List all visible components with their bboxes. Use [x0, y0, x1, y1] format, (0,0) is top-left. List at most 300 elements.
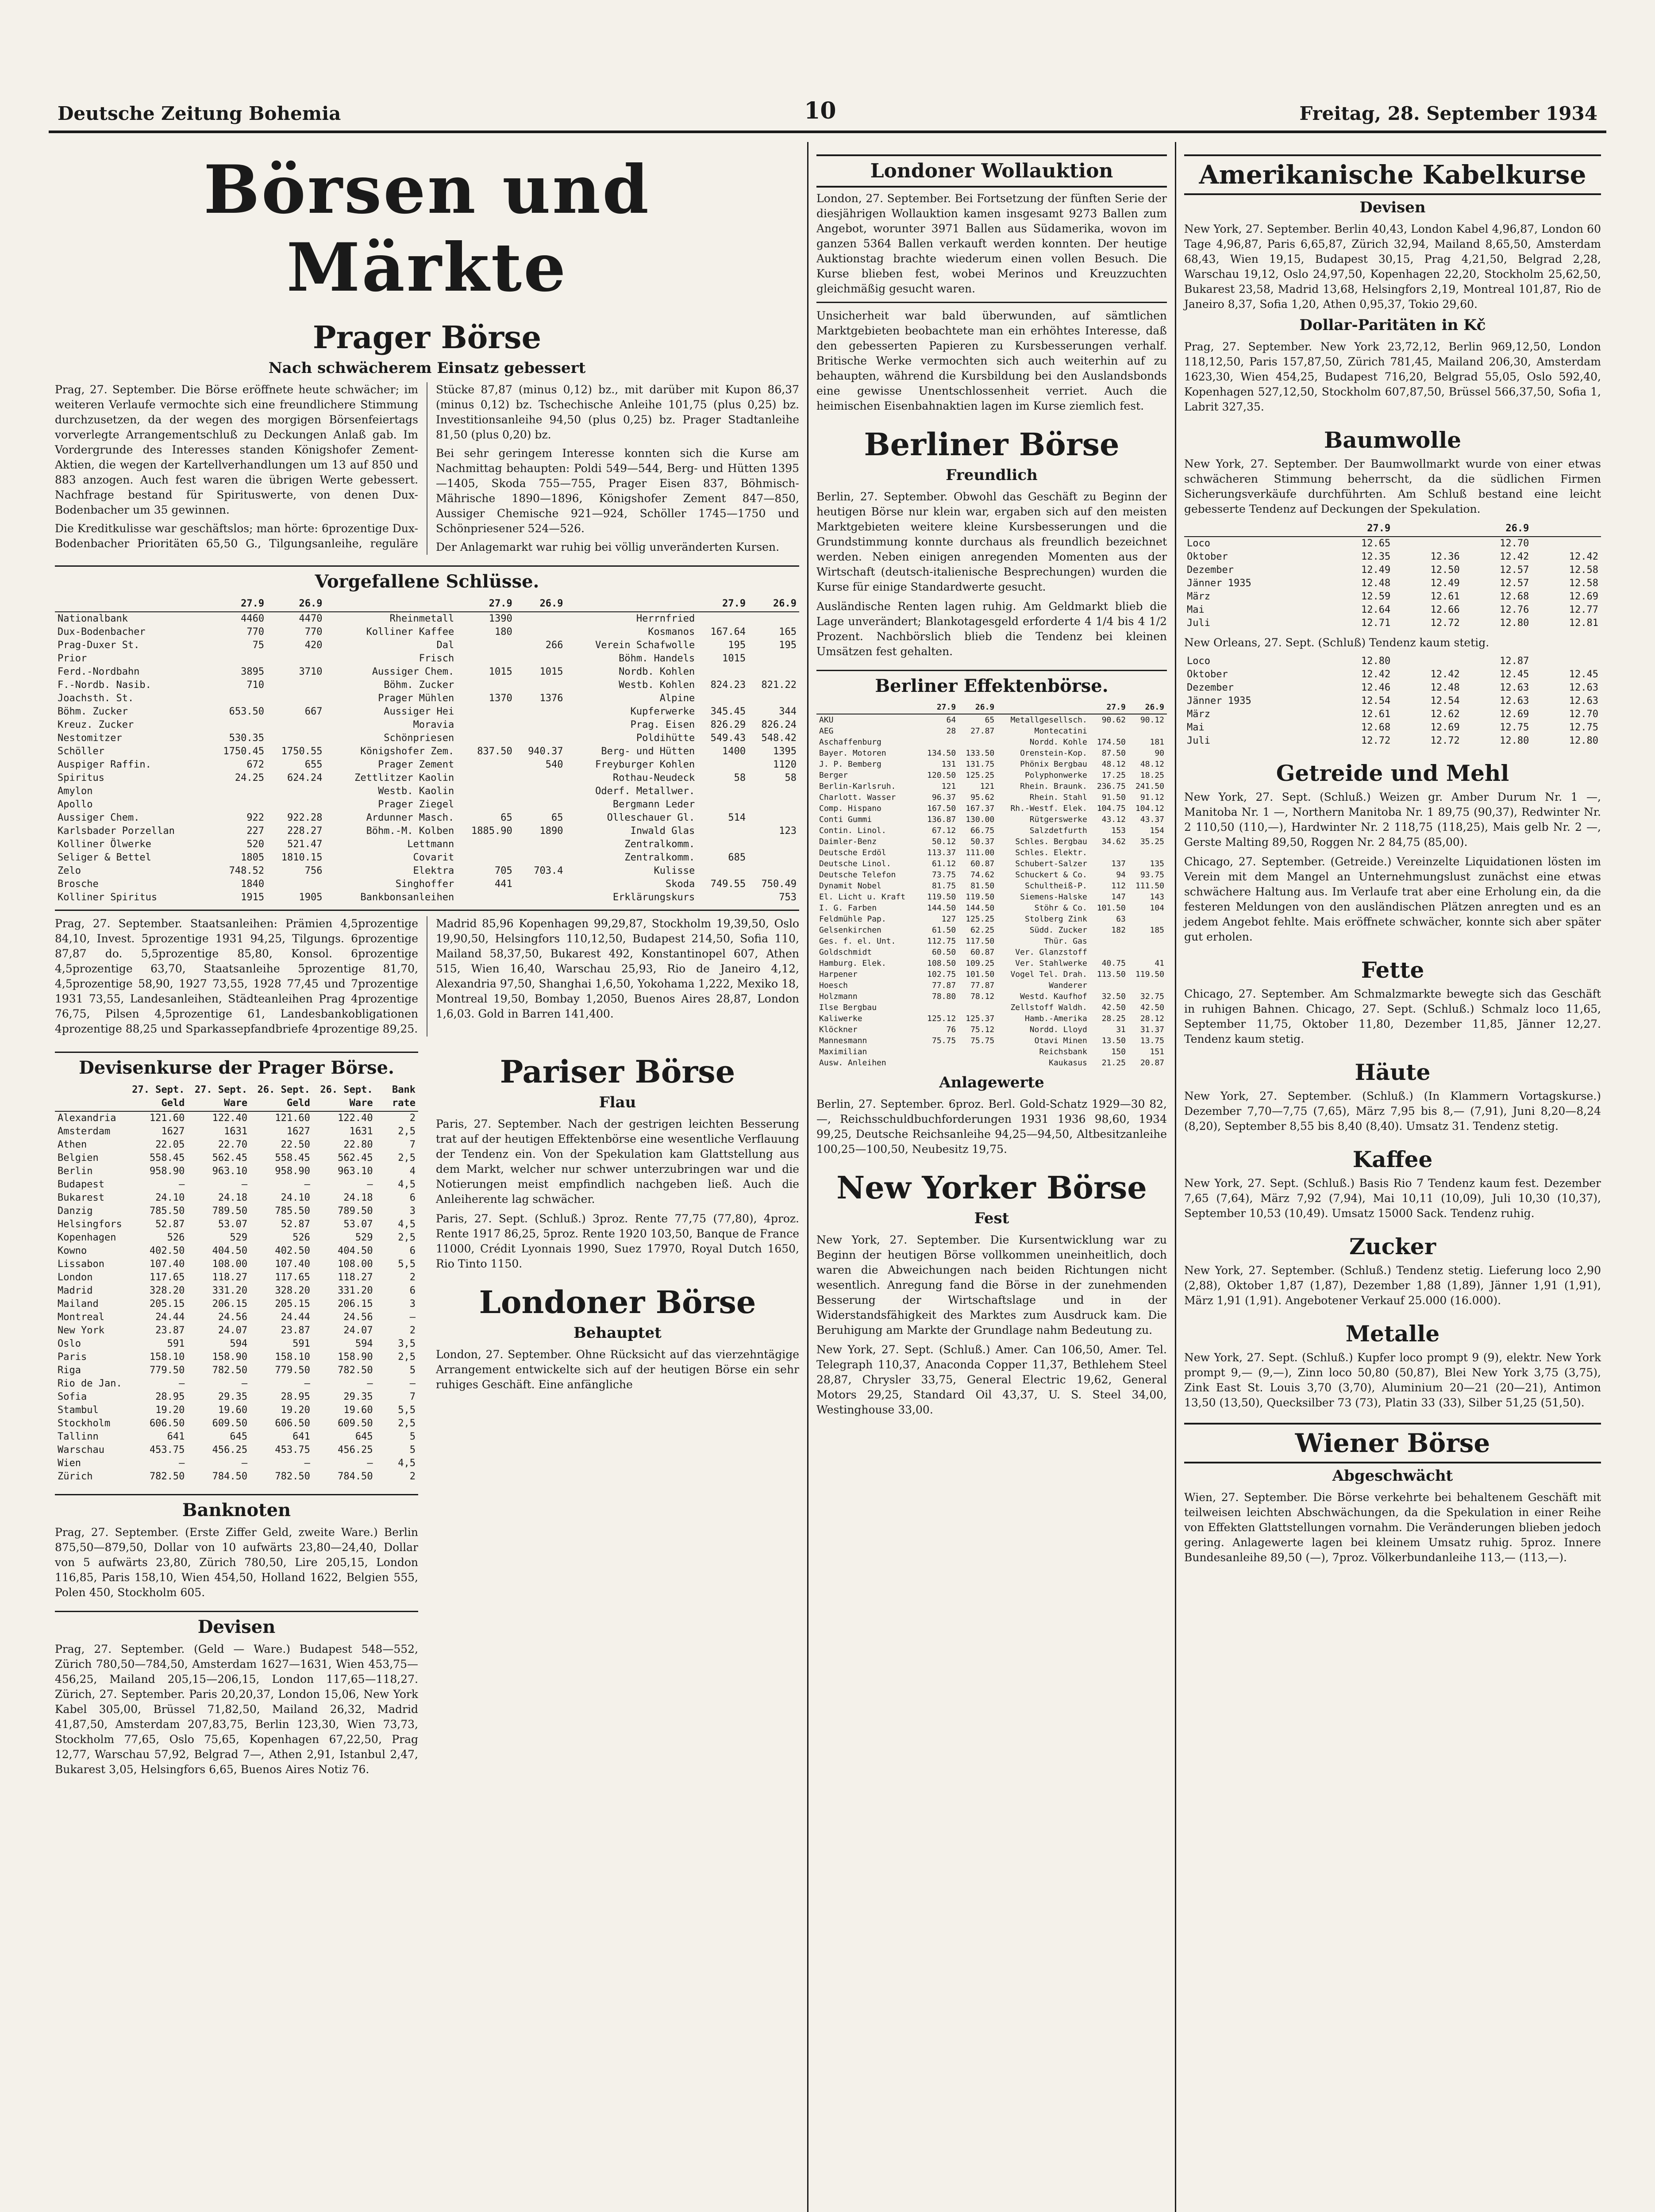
effekten-cell: Hamburg. Elek. — [819, 959, 886, 968]
devisenkurse-cell: 24.56 — [343, 1312, 373, 1323]
effekten-row — [816, 1002, 1167, 1013]
effekten-cell: Ilse Bergbau — [819, 1003, 877, 1012]
schluesse-cell — [697, 891, 748, 904]
devisenkurse-cell: 205.15 — [275, 1298, 310, 1310]
devisenkurse-cell: 782.50 — [212, 1365, 248, 1376]
devisenkurse-cell: Belgien — [58, 1152, 99, 1164]
schluesse-cell: 1750.55 — [281, 746, 323, 757]
paragraph: Bei sehr geringem Interesse konnten sich die Kurse am Nachmittag behaupten: Poldi 549—544, Berg- und Hütten 1395—1405, Skoda 755—755, Prager Eisen 837, Böhmisch-Mährische 1890—1896, Königshofer Zement 847—850, Aussiger Chemische 921—924, Schöller 1745—1750 und Schönpriesener 524—526. — [436, 447, 799, 535]
schluesse-cell — [515, 838, 566, 851]
new-orleans-row — [1184, 721, 1601, 734]
schluesse-cell: 514 — [728, 812, 746, 823]
schluesse-header — [55, 596, 209, 612]
schluesse-cell: Kolliner Kaffee — [366, 626, 454, 637]
schluesse-cell: 3895 — [241, 666, 265, 677]
effekten-cell: 144.50 — [927, 903, 956, 913]
schluesse-title: Vorgefallene Schlüsse. — [55, 565, 799, 592]
effekten-cell: Rhein. Braunk. — [1020, 782, 1087, 791]
effekten-cell: 101.50 — [1097, 903, 1126, 913]
devisenkurse-cell: 122.40 — [212, 1113, 248, 1124]
devisenkurse-cell: 24.10 — [281, 1192, 310, 1203]
schluesse-cell — [267, 732, 325, 745]
baumwolle-cell: 12.49 — [1361, 565, 1391, 576]
schluesse-cell — [267, 692, 325, 705]
schluesse-cell: 266 — [545, 640, 563, 651]
devisenkurse-cell: Helsingfors — [58, 1219, 122, 1230]
effekten-cell: Contin. Linol. — [819, 826, 886, 835]
schluesse-cell: Nestomitzer — [58, 733, 122, 744]
devisenkurse-cell: 52.87 — [281, 1219, 310, 1230]
devisenkurse-cell: 404.50 — [212, 1245, 248, 1256]
effekten-cell: Berlin-Karlsruh. — [819, 782, 896, 791]
effekten-cell: Daimler-Benz — [819, 837, 877, 846]
effekten-row — [816, 958, 1167, 969]
baumwolle-cell — [1393, 537, 1463, 550]
schluesse-cell: Prior — [58, 653, 87, 664]
effekten-cell: Deutsche Linol. — [819, 859, 891, 868]
effekten-cell: 50.37 — [970, 837, 995, 846]
effekten-cell: Schles. Bergbau — [1015, 837, 1087, 846]
effekten-cell: 94 — [1116, 870, 1126, 879]
effekten-row — [816, 759, 1167, 770]
effekten-cell: Ausw. Anleihen — [819, 1058, 886, 1068]
baumwolle-cell: 12.36 — [1430, 551, 1460, 562]
schluesse-cell: 1805 — [241, 852, 265, 863]
divider — [55, 910, 799, 911]
effekten-cell: El. Licht u. Kraft — [819, 892, 906, 902]
paragraph: Prag, 27. September. Die Börse eröffnete heute schwächer; im weiteren Verlaufe vermochte sich eine freundlichere Stimmung durchzusetzen, da der wegen des morgigen Börsenfeiertags vorverlegte Arrangementschluß zu Deckungen Anlaß gab. Im Vordergrunde des Interesses standen Königshofer Zement-Aktien, die wegen der Kartellverhandlungen um 13 auf 850 und 883 anzogen. Auch fest waren die übrigen Werte gebessert. Nachfrage bestand für Spirituswerte, von denen Dux-Bodenbacher um 35 gewinnen. — [55, 383, 418, 516]
effekten-cell — [1128, 947, 1167, 958]
devisenkurse-cell: — — [304, 1458, 310, 1469]
baumwolle-cell: Juli — [1187, 618, 1210, 629]
new-orleans-row — [1184, 681, 1601, 695]
devisenkurse-cell: 3 — [409, 1206, 416, 1217]
new-orleans-row — [1184, 655, 1601, 668]
effekten-cell: 119.50 — [966, 892, 995, 902]
effekten-cell — [1090, 980, 1128, 991]
new-yorker-boerse-text-2: New York, 27. Sept. (Schluß.) Amer. Can 106,50, Amer. Tel. Telegraph 110,37, Anaconda Copper 11,37, Bethlehem Steel 28,87, Chrysler 33,75, General Electric 19,62, General Motors 29,25, Standard Oil 43,37, U. S. Steel 34,00, Westinghouse 33,00. — [816, 1343, 1167, 1416]
effekten-cell: 17.25 — [1101, 771, 1126, 780]
effekten-cell — [1128, 980, 1167, 991]
effekten-header: 27.9 — [1090, 701, 1128, 714]
effekten-cell: 61.12 — [931, 859, 956, 868]
schluesse-cell — [209, 692, 267, 705]
effekten-cell: Gelsenkirchen — [819, 926, 881, 935]
baumwolle-title: Baumwolle — [1324, 427, 1462, 453]
schluesse-cell: Prager Zement — [378, 759, 454, 770]
effekten-row — [816, 991, 1167, 1002]
effekten-cell: Deutsche Telefon — [819, 870, 896, 879]
devisenkurse-cell: 456.25 — [212, 1444, 248, 1455]
effekten-cell — [1090, 947, 1128, 958]
effekten-cell: 131.75 — [966, 760, 995, 769]
devisenkurse-cell: Budapest — [58, 1179, 104, 1190]
effekten-cell: Ver. Glanzstoff — [1015, 948, 1087, 957]
schluesse-cell — [515, 718, 566, 732]
schluesse-row — [55, 851, 799, 864]
effekten-cell: 90.62 — [1101, 715, 1126, 725]
new-orleans-cell: 12.48 — [1430, 682, 1460, 693]
baumwolle-cell: Loco — [1187, 538, 1210, 549]
devisenkurse-cell: Tallinn — [58, 1431, 99, 1442]
devisenkurse-cell: 558.45 — [275, 1152, 310, 1164]
devisenkurse-cell: Kopenhagen — [58, 1232, 116, 1243]
devisenkurse-cell: 2,5 — [398, 1232, 416, 1243]
schluesse-cell: 549.43 — [710, 733, 746, 744]
metalle-text: New York, 27. Sept. (Schluß.) Kupfer loco prompt 9 (9), elektr. New York prompt 9,— (9,—), Zinn loco 50,80 (50,87), Blei New York 3,75 (3,75), Zink East St. Louis 3,70 (3,70), Aluminium 20—21 (20—21), Antimon 13,50 (13,50), Quecksilber 73 (73), Platin 33 (33), Silber 51,25 (51,50). — [1184, 1351, 1601, 1409]
devisenkurse-cell: Madrid — [58, 1285, 93, 1296]
devisenkurse-cell: 784.50 — [338, 1471, 373, 1482]
new-orleans-cell: 12.54 — [1430, 695, 1460, 707]
schluesse-cell: Aussiger Chem. — [372, 666, 454, 677]
effekten-cell: Kaliwerke — [819, 1014, 862, 1023]
effekten-cell — [1128, 936, 1167, 947]
effekten-cell: 32.50 — [1101, 992, 1126, 1001]
effekten-cell: 50.12 — [931, 837, 956, 846]
baumwolle-cell: 12.65 — [1361, 538, 1391, 549]
effekten-row — [816, 792, 1167, 803]
schluesse-cell: Ardunner Masch. — [366, 812, 454, 823]
schluesse-cell — [515, 652, 566, 665]
effekten-cell: Comp. Hispano — [819, 804, 881, 813]
devisenkurse-cell: 641 — [167, 1431, 185, 1442]
effekten-cell: 181 — [1150, 737, 1164, 747]
newspaper-page — [49, 31, 1606, 2212]
schluesse-cell: Brosche — [58, 879, 99, 890]
effekten-cell: 20.87 — [1140, 1058, 1164, 1068]
schluesse-row — [55, 745, 799, 758]
schluesse-cell: Berg- und Hütten — [601, 746, 695, 757]
devisenkurse-cell: 963.10 — [212, 1166, 248, 1177]
schluesse-cell: 1915 — [241, 892, 265, 903]
schluesse-row — [55, 785, 799, 798]
devisenkurse-cell: 645 — [230, 1431, 248, 1442]
schluesse-cell: 1905 — [299, 892, 323, 903]
devisenkurse-row — [55, 1152, 418, 1165]
schluesse-row — [55, 679, 799, 692]
schluesse-row — [55, 811, 799, 825]
effekten-cell: Otavi Minen — [1034, 1036, 1087, 1045]
effekten-cell: Wanderer — [1049, 981, 1087, 990]
effekten-cell: 61.50 — [931, 926, 956, 935]
fette-title: Fette — [1361, 957, 1424, 983]
effekten-row — [816, 770, 1167, 781]
schluesse-cell: Kulisse — [654, 865, 695, 876]
zucker-title: Zucker — [1349, 1233, 1436, 1260]
effekten-cell: 32.75 — [1140, 992, 1164, 1001]
devisenkurse-cell: New York — [58, 1325, 104, 1336]
wollauktion-text: London, 27. September. Bei Fortsetzung der fünften Serie der diesjährigen Wollauktion kamen insgesamt 9273 Ballen zum Angebot, worunter 3971 Ballen aus Südamerika, wovon im ganzen 5364 Ballen verkauft werden konnten. Der heutige Auktionstag brachte wiederum einen vollen Besuch. Die Kurse blieben fest, wobei Merinos und Kreuzzuchten gleichmäßig gesucht waren. — [816, 192, 1167, 295]
effekten-cell: 95.62 — [970, 793, 995, 802]
schluesse-cell: 685 — [728, 852, 746, 863]
new-orleans-row — [1184, 668, 1601, 681]
schluesse-header — [325, 596, 457, 612]
zucker-text: New York, 27. September. (Schluß.) Tendenz stetig. Lieferung loco 2,90 (2,88), Oktober 1,87 (1,87), Dezember 1,88 (1,89), Jänner 1,91 (1,91), März 1,91 (1,91). Angebotener Verkauf 25.000 (16.000). — [1184, 1264, 1601, 1307]
devisenkurse-block — [55, 1041, 418, 1782]
schluesse-cell — [515, 798, 566, 811]
schluesse-cell: Böhm.-M. Kolben — [366, 826, 454, 837]
devisenkurse-cell: — — [367, 1378, 373, 1389]
schluesse-cell — [515, 851, 566, 864]
schluesse-cell: Kupferwerke — [630, 706, 695, 717]
schluesse-row — [55, 692, 799, 705]
schluesse-cell — [457, 652, 515, 665]
baumwolle-cell: 12.71 — [1361, 618, 1391, 629]
devisenkurse-cell: 5 — [409, 1431, 416, 1442]
schluesse-cell: 65 — [551, 812, 563, 823]
effekten-cell: J. P. Bemberg — [819, 760, 881, 769]
effekten-cell: 60.87 — [970, 859, 995, 868]
devisenkurse-cell: 6 — [409, 1245, 416, 1256]
effekten-row — [816, 1013, 1167, 1024]
baumwolle-row — [1184, 577, 1601, 590]
baumwolle-cell: 12.59 — [1361, 591, 1391, 602]
schluesse-cell — [515, 612, 566, 626]
berliner-boerse-title: Berliner Börse — [864, 426, 1120, 463]
devisenkurse-cell: 2,5 — [398, 1352, 416, 1363]
page-number: 10 — [804, 97, 836, 124]
devisenkurse-cell: 2 — [409, 1325, 416, 1336]
devisenkurse-cell: 1631 — [224, 1126, 248, 1137]
devisenkurse-cell: 24.56 — [218, 1312, 248, 1323]
schluesse-cell: Kolliner Spiritus — [58, 892, 158, 903]
effekten-cell: Rhein. Stahl — [1029, 793, 1087, 802]
devisenkurse-cell: 22.80 — [343, 1139, 373, 1150]
effekten-row — [816, 1024, 1167, 1035]
devisenkurse-cell: 107.40 — [275, 1259, 310, 1270]
devisenkurse-cell: 1627 — [161, 1126, 185, 1137]
baumwolle-cell: 12.49 — [1430, 578, 1460, 589]
devisenkurse-header: 26. Sept. Geld — [250, 1083, 313, 1111]
effekten-cell: Berger — [819, 771, 848, 780]
londoner-boerse-text: London, 27. September. Ohne Rücksicht auf das vierzehntägige Arrangement entwickelte sich auf der heutigen Börse ein sehr ruhiges Geschäft. Eine anfängliche — [436, 1348, 799, 1391]
devisenkurse-cell: — — [241, 1179, 248, 1190]
effekten-cell: 241.50 — [1135, 782, 1164, 791]
effekten-cell — [1090, 847, 1128, 858]
effekten-row — [816, 969, 1167, 980]
getreide-text: New York, 27. Sept. (Schluß.) Weizen gr. Amber Durum Nr. 1 —, Manitoba Nr. 1 —, Northern Manitoba Nr. 1 89,75 (90,37), Redwinter Nr. 2 110,50 (110,—), Hardwinter Nr. 2 118,75 (118,25), Mais gelb Nr. 2 —, Gerste Malting 89,50, Roggen Nr. 2 84,75 (85,00). — [1184, 791, 1601, 849]
devisenkurse-cell: 118.27 — [212, 1272, 248, 1283]
schluesse-cell: Aussiger Chem. — [58, 812, 140, 823]
new-orleans-cell: 12.46 — [1361, 682, 1391, 693]
devisenkurse-cell: — — [241, 1458, 248, 1469]
effekten-cell: Stolberg Zink — [1024, 914, 1087, 924]
effekten-header — [816, 701, 920, 714]
effekten-cell: 144.50 — [966, 903, 995, 913]
devisenkurse-cell: 5 — [409, 1365, 416, 1376]
effekten-cell: 154 — [1150, 826, 1164, 835]
effekten-cell: 93.75 — [1140, 870, 1164, 879]
devisenkurse-cell: 206.15 — [212, 1298, 248, 1310]
new-orleans-cell: 12.62 — [1430, 709, 1460, 720]
devisenkurse-cell: 7 — [409, 1391, 416, 1402]
devisenkurse-row — [55, 1165, 418, 1178]
effekten-cell: 65 — [985, 715, 995, 725]
effekten-row — [816, 936, 1167, 947]
schluesse-cell: Singhoffer — [395, 879, 454, 890]
effekten-cell: Thür. Gas — [1044, 937, 1087, 946]
schluesse-cell: Frisch — [419, 653, 454, 664]
devisen-text: Prag, 27. September. (Geld — Ware.) Budapest 548—552, Zürich 780,50—784,50, Amsterdam 1627—1631, Wien 453,75—456,25, Mailand 205,15—206,15, London 117,65—118,27. Zürich, 27. September. Paris 20,20,37, London 15,06, New York Kabel 305,00, Brüssel 71,82,50, Mailand 26,32, Madrid 41,87,50, Amsterdam 207,83,75, Berlin 123,30, Wien 73,73, Stockholm 77,65, Oslo 75,65, Kopenhagen 67,22,50, Prag 12,77, Warschau 57,92, Belgrad 7—, Athen 2,91, Istanbul 2,47, Bukarest 3,05, Helsingfors 6,65, Buenos Aires Notiz 76. — [55, 1643, 418, 1776]
schluesse-cell: 521.47 — [287, 839, 323, 850]
schluesse-cell: 749.55 — [710, 879, 746, 890]
masthead — [49, 31, 1606, 133]
schluesse-cell: Böhm. Handels — [619, 653, 695, 664]
schluesse-cell: Prag. Eisen — [630, 719, 695, 730]
schluesse-cell: Zettlitzer Kaolin — [354, 772, 454, 783]
schluesse-header: 27.9 — [209, 596, 267, 612]
baumwolle-cell: Jänner 1935 — [1187, 578, 1251, 589]
devisenkurse-cell: — — [179, 1458, 185, 1469]
effekten-cell: 108.50 — [927, 959, 956, 968]
effekten-cell: 111.50 — [1135, 881, 1164, 891]
schluesse-cell — [267, 718, 325, 732]
schluesse-cell: 1840 — [241, 879, 265, 890]
devisenkurse-cell: 591 — [167, 1338, 185, 1349]
devisenkurse-row — [55, 1324, 418, 1337]
schluesse-cell: 1810.15 — [281, 852, 323, 863]
schluesse-cell: Dal — [436, 640, 454, 651]
effekten-cell: Goldschmidt — [819, 948, 872, 957]
devisenkurse-cell: 562.45 — [338, 1152, 373, 1164]
effekten-cell: Ges. f. el. Unt. — [819, 937, 896, 946]
schluesse-cell: Covarit — [413, 852, 454, 863]
effekten-cell: 102.75 — [927, 970, 956, 979]
schluesse-cell — [515, 891, 566, 904]
devisenkurse-row — [55, 1218, 418, 1231]
new-orleans-cell: 12.68 — [1361, 722, 1391, 733]
effekten-row — [816, 925, 1167, 936]
effekten-cell — [1090, 726, 1128, 737]
effekten-cell: 117.50 — [966, 937, 995, 946]
devisenkurse-cell: 782.50 — [275, 1471, 310, 1482]
effekten-cell: 48.12 — [1140, 760, 1164, 769]
new-orleans-cell: 12.75 — [1500, 722, 1529, 733]
baumwolle-cell — [1532, 537, 1601, 550]
devisenkurse-cell: 453.75 — [149, 1444, 185, 1455]
devisenkurse-cell: 526 — [293, 1232, 310, 1243]
devisenkurse-cell: 331.20 — [338, 1285, 373, 1296]
devisenkurse-row — [55, 1351, 418, 1364]
new-orleans-cell: 12.69 — [1430, 722, 1460, 733]
devisenkurse-cell: 7 — [409, 1139, 416, 1150]
schluesse-cell: Erklärungskurs — [612, 892, 695, 903]
schluesse-row — [55, 825, 799, 838]
baumwolle-cell: 12.69 — [1569, 591, 1598, 602]
pariser-boerse-title: Pariser Börse — [500, 1053, 735, 1090]
devisenkurse-row — [55, 1178, 418, 1191]
baumwolle-cell: 12.61 — [1430, 591, 1460, 602]
baumwolle-row — [1184, 603, 1601, 617]
devisenkurse-cell: 108.00 — [212, 1259, 248, 1270]
devisenkurse-cell: 328.20 — [149, 1285, 185, 1296]
devisenkurse-cell: 24.10 — [155, 1192, 185, 1203]
devisenkurse-cell: 1627 — [286, 1126, 310, 1137]
schluesse-row — [55, 758, 799, 772]
effekten-cell: 76 — [946, 1025, 956, 1034]
baumwolle-cell: März — [1187, 591, 1210, 602]
schluesse-cell: Kosmanos — [648, 626, 695, 637]
baumwolle-row — [1184, 550, 1601, 564]
devisenkurse-row — [55, 1377, 418, 1390]
schluesse-cell: 1376 — [539, 693, 563, 704]
schluesse-cell: Schönpriesen — [384, 733, 454, 744]
effekten-cell: Dynamit Nobel — [819, 881, 881, 891]
baumwolle-cell: 12.48 — [1361, 578, 1391, 589]
schluesse-cell: Prager Mühlen — [378, 693, 454, 704]
prager-boerse-title: Prager Börse — [312, 319, 542, 356]
devisenkurse-cell: 23.87 — [281, 1325, 310, 1336]
devisenkurse-cell: Wien — [58, 1458, 81, 1469]
baumwolle-row — [1184, 590, 1601, 603]
devisenkurse-row — [55, 1205, 418, 1218]
new-orleans-row — [1184, 708, 1601, 721]
devisenkurse-cell: 4,5 — [398, 1458, 416, 1469]
schluesse-cell — [457, 851, 515, 864]
effekten-cell: Hamb.-Amerika — [1024, 1014, 1087, 1023]
effekten-cell: 127 — [941, 914, 956, 924]
effekten-cell: 27.87 — [970, 726, 995, 736]
effekten-cell: Vogel Tel. Drah. — [1010, 970, 1087, 979]
devisenkurse-cell: 158.90 — [212, 1352, 248, 1363]
devisenkurse-cell: 529 — [355, 1232, 373, 1243]
effekten-cell: AEG — [819, 726, 834, 736]
baumwolle-cell: 12.57 — [1500, 565, 1529, 576]
effekten-cell: 28.25 — [1101, 1014, 1126, 1023]
devisenkurse-cell: 2,5 — [398, 1126, 416, 1137]
devisenkurse-cell: — — [304, 1378, 310, 1389]
effekten-row — [816, 947, 1167, 958]
effekten-cell: Schultheiß-P. — [1024, 881, 1087, 891]
effekten-cell: 125.25 — [966, 914, 995, 924]
devisenkurse-row — [55, 1258, 418, 1271]
anlagewerte-title: Anlagewerte — [939, 1074, 1044, 1091]
schluesse-cell: 826.29 — [710, 719, 746, 730]
column-rule — [1175, 142, 1176, 2212]
devisenkurse-row — [55, 1457, 418, 1470]
effekten-cell: Salzdetfurth — [1029, 826, 1087, 835]
effekten-row — [816, 1035, 1167, 1046]
effekten-cell: Rh.-Westf. Elek. — [1010, 804, 1087, 813]
devisenkurse-cell: 24.18 — [218, 1192, 248, 1203]
paragraph: Prag, 27. September. Staatsanleihen: Prämien 4,5prozentige 84,10, Invest. 5prozentige 1931 94,25, Tilgungs. 6prozentige 87,87 do. 5,5prozentige 85,80, Konsol. 6prozentige 4,5prozentige 63,70, Staatsanleihe 5prozentige 81,70, 4,5prozentige 58,90, 1927 73,55, 1928 77,45 und 7prozentige 1931 73,55, Landesanleihen, Städteanleihen Prag 4prozentige 76,75, Pilsen 4,5prozentige 61, Landesbankobligationen 4prozentige 88,25 und Sparkassepfandbriefe 4prozentige 89,25. — [55, 917, 418, 1035]
schluesse-cell: Freyburger Kohlen — [595, 759, 695, 770]
effekten-cell: Schuckert & Co. — [1015, 870, 1087, 879]
schluesse-cell — [267, 798, 325, 811]
devisenkurse-cell: 562.45 — [212, 1152, 248, 1164]
devisenkurse-cell: 19.20 — [155, 1405, 185, 1416]
baumwolle-header: 27.9 — [1324, 521, 1393, 537]
baumwolle-cell: 12.81 — [1569, 618, 1598, 629]
devisenkurse-cell: 784.50 — [212, 1471, 248, 1482]
new-orleans-cell: 12.70 — [1569, 709, 1598, 720]
devisenkurse-cell: 24.07 — [343, 1325, 373, 1336]
schluesse-header: 27.9 — [457, 596, 515, 612]
schluesse-cell: 837.50 — [477, 746, 512, 757]
new-orleans-cell: Jänner 1935 — [1187, 695, 1251, 707]
baumwolle-cell: 12.58 — [1569, 578, 1598, 589]
effekten-cell: 134.50 — [927, 749, 956, 758]
schluesse-row — [55, 705, 799, 718]
schluesse-cell: 228.27 — [287, 826, 323, 837]
banknoten-text: Prag, 27. September. (Erste Ziffer Geld, zweite Ware.) Berlin 875,50—879,50, Dollar von 10 aufwärts 23,80—24,40, Dollar von 5 aufwärts 23,80, Zürich 780,50, Lire 205,15, London 116,85, Paris 158,10, Wien 454,50, Holland 1622, Belgien 555, Polen 450, Stockholm 605. — [55, 1526, 418, 1599]
devisenkurse-cell: 331.20 — [212, 1285, 248, 1296]
devisenkurse-cell: 609.50 — [338, 1418, 373, 1429]
schluesse-cell: 750.49 — [761, 879, 797, 890]
devisenkurse-cell: 785.50 — [149, 1206, 185, 1217]
effekten-cell — [920, 737, 958, 748]
schluesse-cell: 520 — [246, 839, 265, 850]
